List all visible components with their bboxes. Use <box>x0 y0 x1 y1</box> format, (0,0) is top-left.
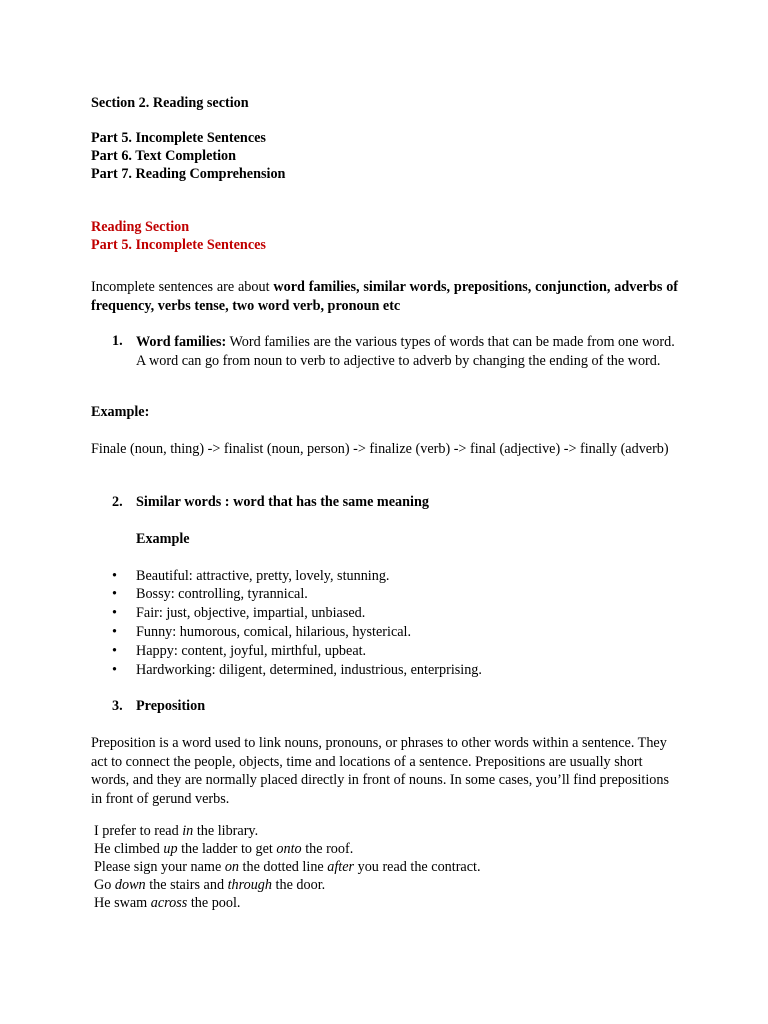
item-1-text <box>136 333 681 371</box>
reading-part-title: Part 5. Incomplete Sentences <box>91 237 266 253</box>
example-sentence: He climbed up the ladder to get onto the roof. <box>94 841 354 857</box>
item-1-heading: Word families: <box>136 334 227 350</box>
bullet-item: • Fair: just, objective, impartial, unbiased. <box>112 605 366 621</box>
item-3-heading: Preposition <box>136 698 206 714</box>
example-sentence: Go down the stairs and through the door. <box>94 877 326 893</box>
item-3-number: 3. <box>112 698 123 714</box>
item-1-number: 1. <box>112 333 123 349</box>
example-sentence: Please sign your name on the dotted line after you read the contract. <box>94 859 481 875</box>
bullet-item: • Beautiful: attractive, pretty, lovely, stunning. <box>112 568 390 584</box>
bullet-icon: • <box>112 605 117 621</box>
intro-lead: Incomplete sentences are about <box>91 279 274 295</box>
reading-section-title: Reading Section <box>91 219 190 235</box>
bullet-icon: • <box>112 624 117 640</box>
item-2-example-label: Example <box>136 531 190 547</box>
section-heading: Section 2. Reading section <box>91 95 249 111</box>
item-2-number: 2. <box>112 494 123 510</box>
preposition-paragraph: Preposition is a word used to link nouns, pronouns, or phrases to other words within a sentence. They act to connect the people, objects, time and locations of a sentence. Prepositions are usually short words, and they are normally placed directly in front of nouns. In some cases, you’ll find prepositions in front of gerund verbs. <box>91 735 670 807</box>
example-1-text: Finale (noun, thing) -> finalist (noun, person) -> finalize (verb) -> final (adjective) -> finally (adverb) <box>91 441 669 457</box>
bullet-item: • Bossy: controlling, tyrannical. <box>112 586 308 602</box>
part-5-line: Part 5. Incomplete Sentences <box>91 130 266 146</box>
item-2-heading: Similar words : word that has the same meaning <box>136 494 429 510</box>
example-sentence: He swam across the pool. <box>94 895 241 911</box>
example-1-label: Example: <box>91 404 150 420</box>
bullet-item: • Happy: content, joyful, mirthful, upbeat. <box>112 643 367 659</box>
bullet-icon: • <box>112 643 117 659</box>
bullet-icon: • <box>112 662 117 678</box>
bullet-icon: • <box>112 586 117 602</box>
bullet-icon: • <box>112 568 117 584</box>
example-sentence: I prefer to read in the library. <box>94 823 259 839</box>
intro-topics: word families, similar words, prepositions, conjunction, adverbs of frequency, verbs tense, two word verb, pronoun etc <box>91 279 679 314</box>
intro-paragraph <box>91 278 678 316</box>
bullet-item: • Funny: humorous, comical, hilarious, hysterical. <box>112 624 412 640</box>
part-6-line: Part 6. Text Completion <box>91 148 237 164</box>
bullet-item: • Hardworking: diligent, determined, industrious, enterprising. <box>112 662 482 678</box>
part-7-line: Part 7. Reading Comprehension <box>91 166 286 182</box>
item-1-body: Word families are the various types of words that can be made from one word. A word can go from noun to verb to adjective to adverb by changing the ending of the word. <box>136 334 675 369</box>
